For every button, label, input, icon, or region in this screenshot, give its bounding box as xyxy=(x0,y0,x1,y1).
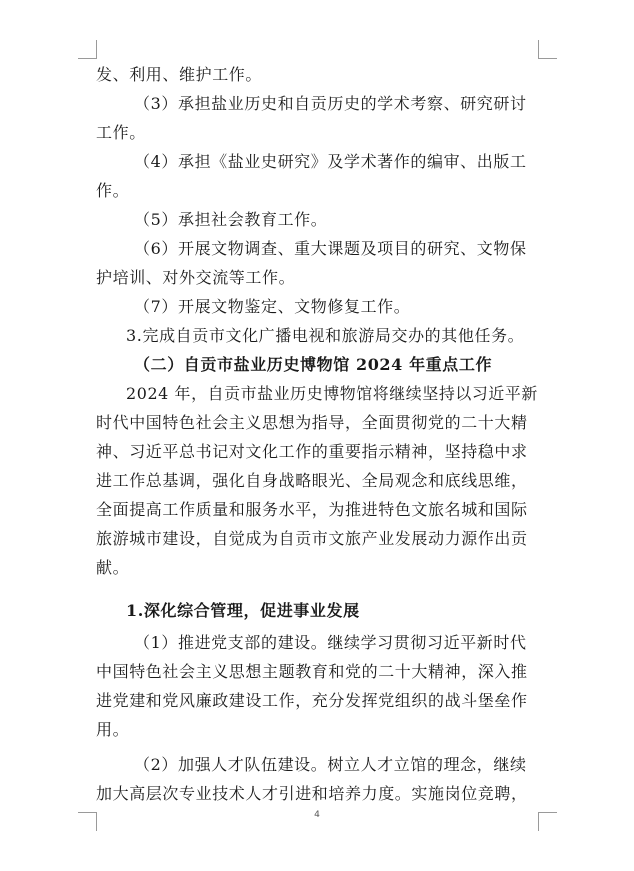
subsection-heading: 1.深化综合管理，促进事业发展 xyxy=(126,601,360,620)
text-line: 工作。 xyxy=(96,123,146,142)
text-line: （7）开展文物鉴定、文物修复工作。 xyxy=(134,297,411,316)
text-line: 发、利用、维护工作。 xyxy=(96,65,263,84)
crop-mark-top-left xyxy=(78,40,97,59)
text-line: 进工作总基调，强化自身战略眼光、全局观念和底线思维， xyxy=(96,471,528,490)
text-line: （4）承担《盐业史研究》及学术著作的编审、出版工 xyxy=(134,152,527,171)
text-line: 旅游城市建设，自觉成为自贡市文旅产业发展动力源作出贡 xyxy=(96,529,528,548)
text-line: 护培训、对外交流等工作。 xyxy=(96,268,296,287)
text-line: 作。 xyxy=(96,181,130,200)
text-line: 神、习近平总书记对文化工作的重要指示精神，坚持稳中求 xyxy=(96,442,528,461)
text-line: （1）推进党支部的建设。继续学习贯彻习近平新时代 xyxy=(134,633,527,652)
text-line: （3）承担盐业历史和自贡历史的学术考察、研究研讨 xyxy=(134,94,527,113)
crop-mark-top-right xyxy=(538,40,557,59)
section-heading: （二）自贡市盐业历史博物馆 2024 年重点工作 xyxy=(134,355,493,374)
text-line: （6）开展文物调查、重大课题及项目的研究、文物保 xyxy=(134,239,527,258)
text-line: 2024 年，自贡市盐业历史博物馆将继续坚持以习近平新 xyxy=(126,384,538,403)
text-line: 献。 xyxy=(96,558,130,577)
text-line: 时代中国特色社会主义思想为指导，全面贯彻党的二十大精 xyxy=(96,413,528,432)
text-line: 中国特色社会主义思想主题教育和党的二十大精神，深入推 xyxy=(96,662,528,681)
text-line: 3.完成自贡市文化广播电视和旅游局交办的其他任务。 xyxy=(126,326,525,345)
text-line: 用。 xyxy=(96,720,130,739)
text-line: 进党建和党风廉政建设工作，充分发挥党组织的战斗堡垒作 xyxy=(96,691,528,710)
text-line: 加大高层次专业技术人才引进和培养力度。实施岗位竞聘， xyxy=(96,784,528,803)
text-line: 全面提高工作质量和服务水平，为推进特色文旅名城和国际 xyxy=(96,500,528,519)
text-line: （5）承担社会教育工作。 xyxy=(134,210,328,229)
text-line: （2）加强人才队伍建设。树立人才立馆的理念，继续 xyxy=(134,755,527,774)
page-number: 4 xyxy=(314,810,320,820)
